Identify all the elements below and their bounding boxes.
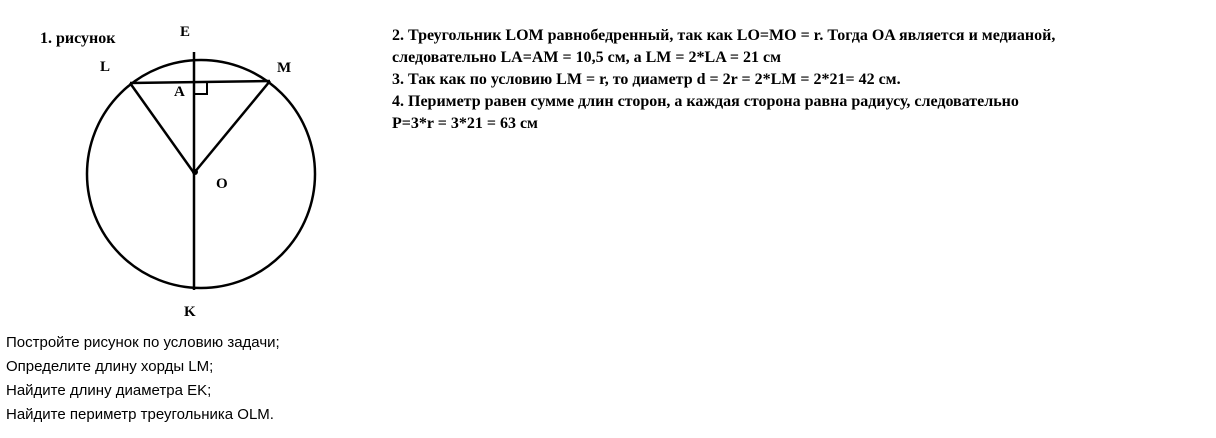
task-item: Определите длину хорды LM; xyxy=(6,358,214,375)
solution-line: 2. Треугольник LOM равнобедренный, так как LO=MO = r. Тогда OA является и медианой, xyxy=(392,27,1056,44)
solution-line: 3. Так как по условию LM = r, то диаметр d = 2r = 2*LM = 2*21= 42 см. xyxy=(392,71,901,88)
point-label-m: M xyxy=(277,60,292,76)
point-label-o: O xyxy=(216,176,228,192)
task-item: Постройте рисунок по условию задачи; xyxy=(6,334,280,351)
solution-line: 4. Периметр равен сумме длин сторон, а каждая сторона равна радиусу, следовательно xyxy=(392,93,1019,110)
solution-text xyxy=(392,25,1212,135)
point-label-a: A xyxy=(174,84,185,100)
solution-line: следовательно LA=AM = 10,5 см, а LM = 2*LA = 21 см xyxy=(392,49,781,66)
point-label-k: K xyxy=(184,304,196,320)
right-angle-mark xyxy=(194,82,207,94)
point-label-l: L xyxy=(100,59,111,75)
geometry-figure xyxy=(0,0,400,330)
task-item: Найдите длину диаметра EK; xyxy=(6,382,212,399)
task-item: Найдите периметр треугольника OLM. xyxy=(6,406,274,423)
task-list xyxy=(6,331,280,427)
figure-title: 1. рисунок xyxy=(40,30,116,47)
chord-lm xyxy=(130,81,270,83)
solution-line: P=3*r = 3*21 = 63 см xyxy=(392,115,538,132)
point-o xyxy=(192,169,198,175)
point-label-e: E xyxy=(180,24,191,40)
